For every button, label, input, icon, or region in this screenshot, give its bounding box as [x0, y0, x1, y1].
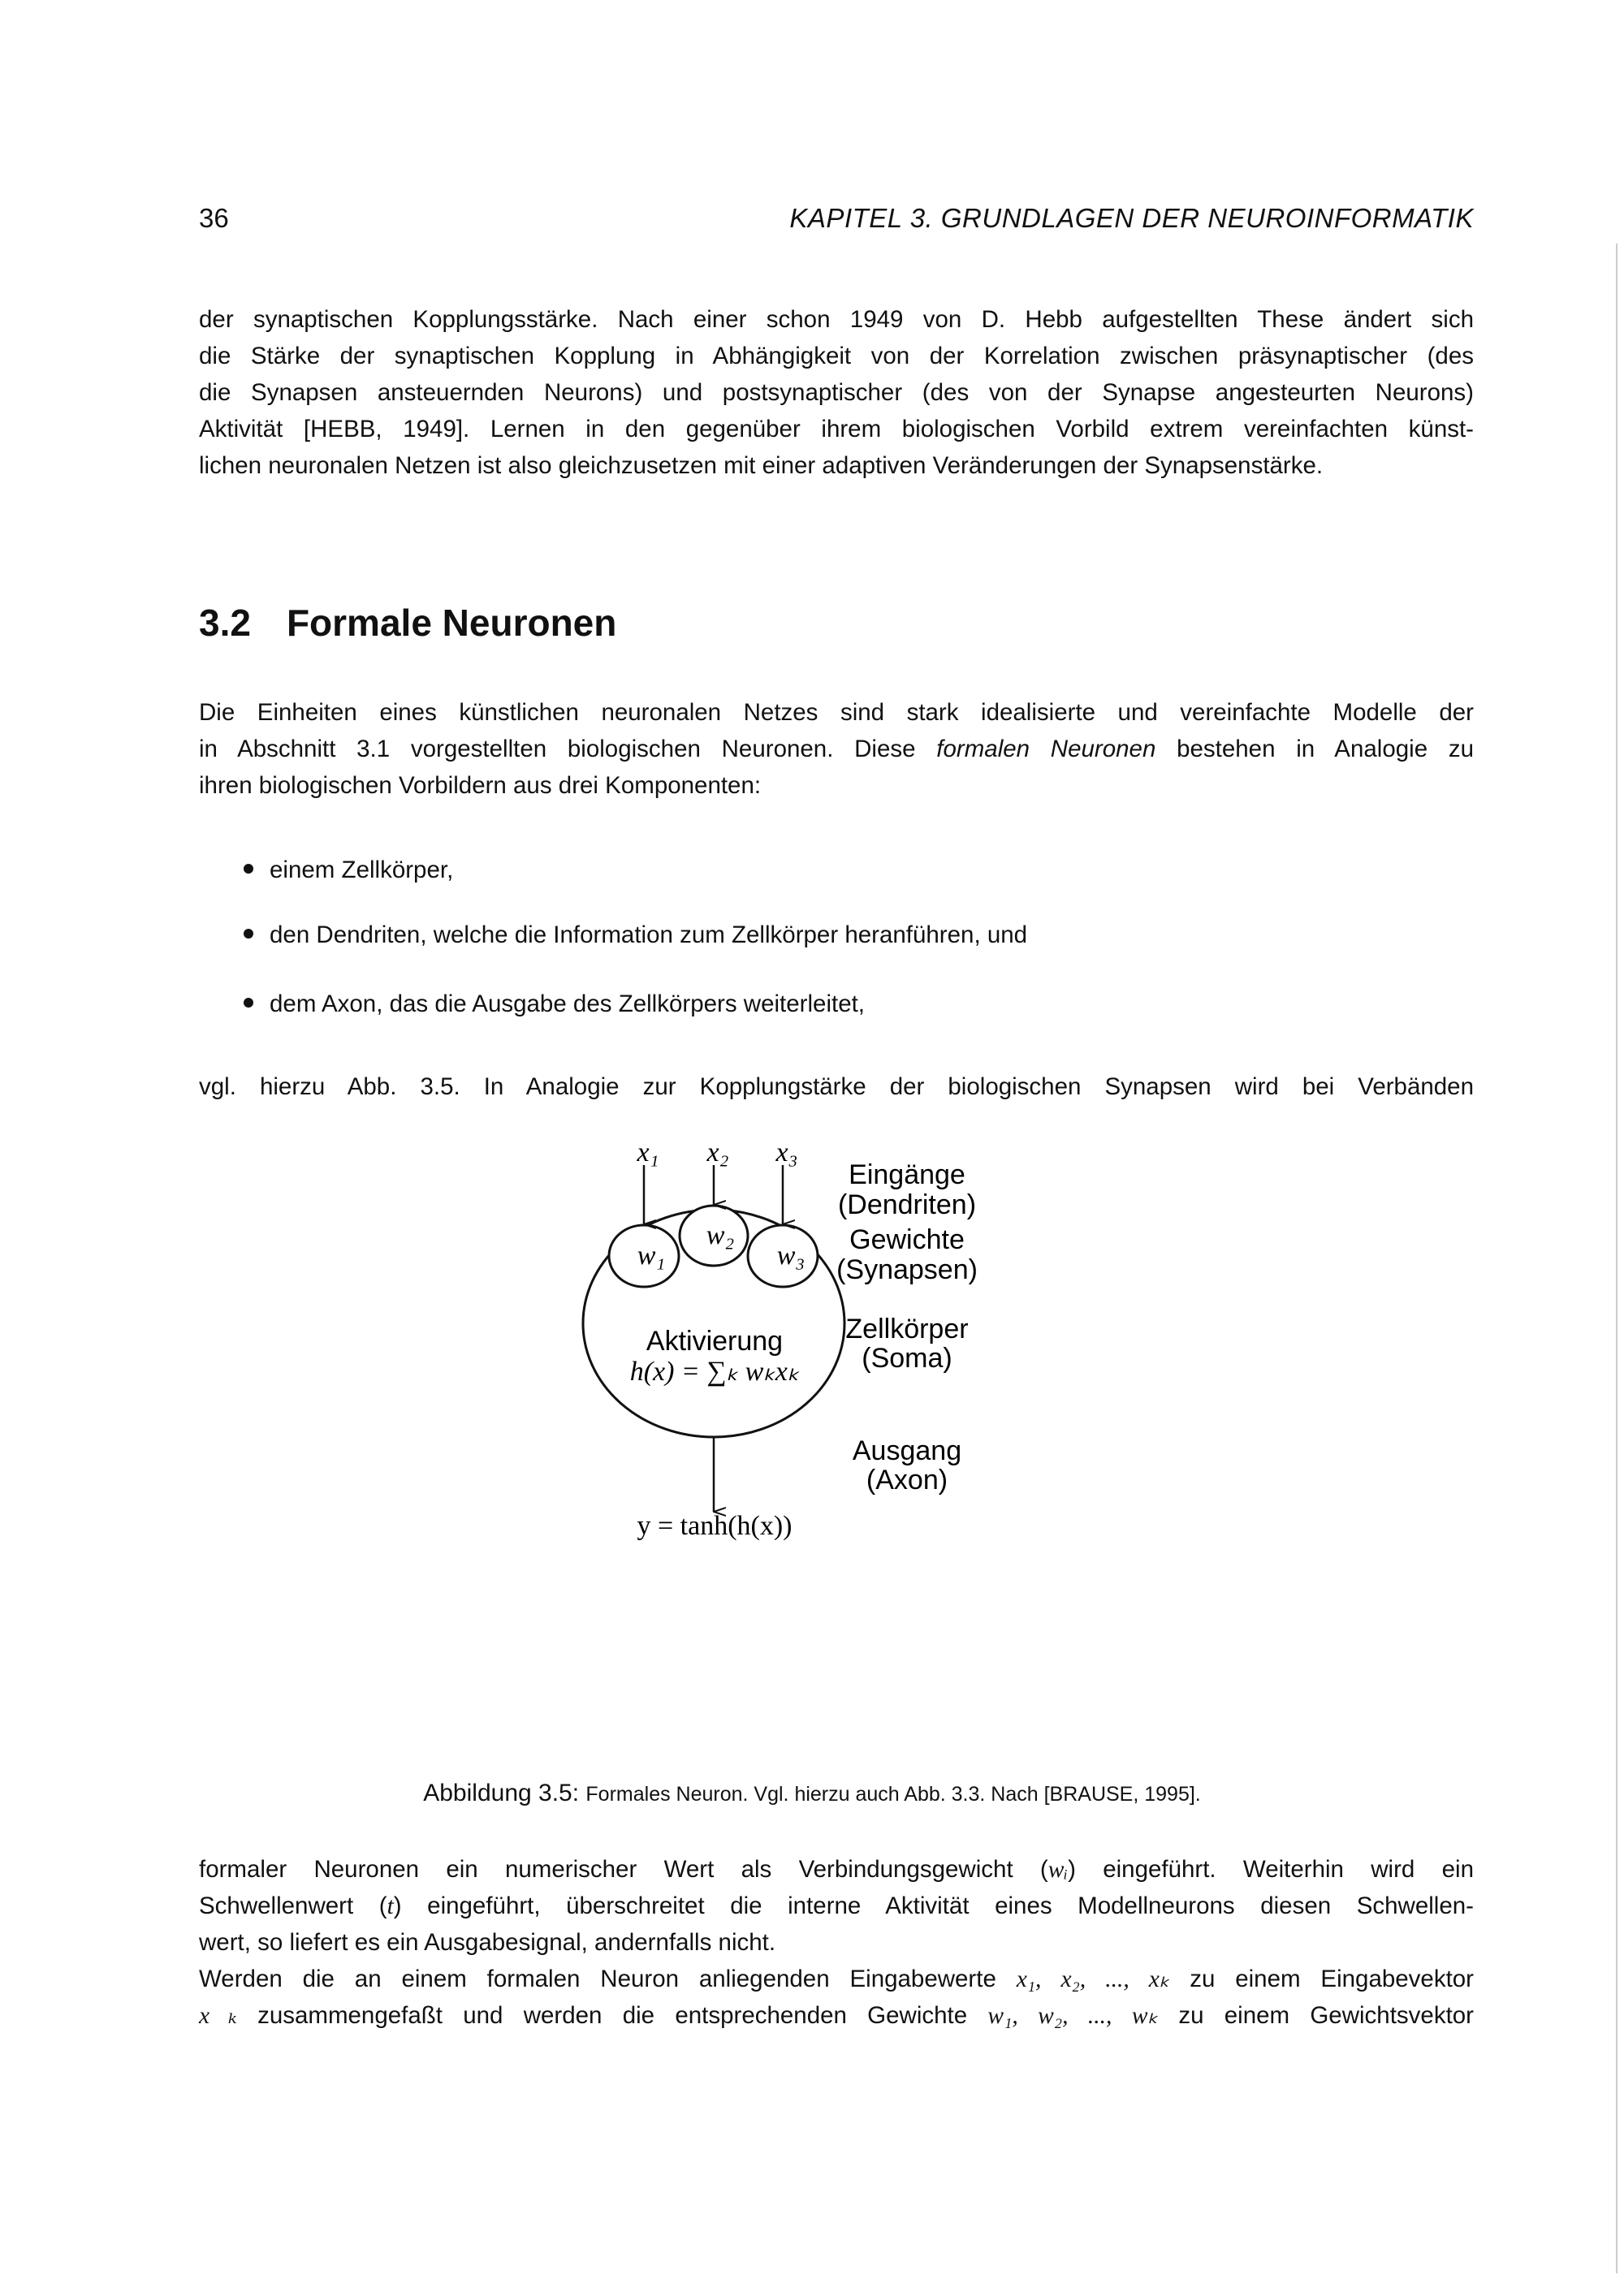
- text-segment: ihren biologischen Vorbildern aus drei Komponenten:: [199, 772, 762, 799]
- section-title: Formale Neuronen: [286, 602, 617, 644]
- text-segment: lichen neuronalen Netzen ist also gleichzusetzen mit einer adaptiven Veränderungen der Synapsenstärke.: [199, 452, 1324, 479]
- text-segment: Die Einheiten eines künstlichen neuronalen Netzes sind stark idealisierte und vereinfachte Modelle der: [199, 699, 1474, 726]
- weight-label-2: w₂: [706, 1220, 735, 1250]
- side-label-soma-sub: (Soma): [862, 1343, 952, 1374]
- side-label-weights-sub: (Synapsen): [836, 1254, 978, 1285]
- caption-text: Formales Neuron. Vgl. hierzu auch Abb. 3.3. Nach [BRAUSE, 1995].: [585, 1783, 1201, 1806]
- text-segment: formaler Neuronen ein numerischer Wert als Verbindungsgewicht (: [199, 1856, 1048, 1883]
- side-label-inputs: Eingänge: [849, 1159, 965, 1190]
- math-text: w₁, w₂, ..., wₖ: [987, 2003, 1159, 2029]
- caption-label: Abbildung 3.5:: [423, 1780, 580, 1806]
- bullet-text: dem Axon, das die Ausgabe des Zellkörpers weiterleitet,: [270, 990, 865, 1017]
- text-line: [199, 1924, 1474, 1961]
- text-segment: zu einem Eingabevektor: [1169, 1966, 1474, 1992]
- text-segment: vgl. hierzu Abb. 3.5. In Analogie zur Kopplungstärke der biologischen Synapsen wird bei Verbänden: [199, 1073, 1474, 1100]
- text-segment: der synaptischen Kopplungsstärke. Nach einer schon 1949 von D. Hebb aufgestellten These ändert sich: [199, 306, 1474, 333]
- running-head: KAPITEL 3. GRUNDLAGEN DER NEUROINFORMATIK: [789, 203, 1474, 233]
- text-segment: zu einem Gewichtsvektor: [1158, 2002, 1474, 2029]
- page-number: 36: [199, 203, 229, 233]
- math-text: t: [387, 1893, 394, 1919]
- text-segment: ) eingeführt. Weiterhin wird ein: [1068, 1856, 1474, 1883]
- text-segment: die Stärke der synaptischen Kopplung in Abhängigkeit von der Korrelation zwischen präsynaptischer (des: [199, 343, 1474, 369]
- weight-label-3: w₃: [776, 1241, 806, 1271]
- side-label-output: Ausgang: [852, 1435, 962, 1466]
- math-text: x⃗ₖ: [199, 2003, 237, 2029]
- figure-caption: [0, 1780, 1624, 1807]
- text-segment: zusammengefaßt und werden die entsprechenden Gewichte: [236, 2002, 988, 2029]
- text-segment: ) eingeführt, überschreitet die interne Aktivität eines Modellneurons diesen Schwellen-: [393, 1892, 1474, 1919]
- text-segment: wert, so liefert es ein Ausgabesignal, andernfalls nicht.: [199, 1929, 776, 1956]
- emphasis-text: formalen Neuronen: [936, 736, 1156, 762]
- text-line: [199, 1851, 1474, 1888]
- text-line: [199, 1888, 1474, 1924]
- section-number: 3.2: [199, 602, 251, 644]
- paragraph-weights: [199, 1851, 1474, 2034]
- activation-formula: h(x) = ∑ₖ wₖxₖ: [629, 1357, 800, 1387]
- input-label-2: x₂: [706, 1137, 729, 1167]
- math-text: x₁, x₂, ..., xₖ: [1016, 1966, 1170, 1992]
- input-label-1: x₁: [637, 1137, 659, 1167]
- side-label-output-sub: (Axon): [866, 1465, 948, 1495]
- input-label-3: x₃: [775, 1137, 798, 1167]
- side-label-soma: Zellkörper: [845, 1314, 969, 1344]
- output-formula: y = tanh(h(x)): [637, 1511, 793, 1541]
- bullet-text: einem Zellkörper,: [270, 857, 454, 883]
- side-label-inputs-sub: (Dendriten): [837, 1189, 977, 1220]
- weight-label-1: w₁: [637, 1241, 666, 1271]
- math-text: wᵢ: [1047, 1857, 1069, 1883]
- text-segment: Schwellenwert (: [199, 1892, 387, 1919]
- text-segment: die Synapsen ansteuernden Neurons) und postsynaptischer (des von der Synapse angesteurten Neurons): [199, 379, 1474, 406]
- bullet-text: den Dendriten, welche die Information zum Zellkörper heranführen, und: [270, 921, 1028, 948]
- text-segment: Aktivität [HEBB, 1949]. Lernen in den gegenüber ihrem biologischen Vorbild extrem vereinfachten künst-: [199, 416, 1474, 442]
- text-segment: Werden die an einem formalen Neuron anliegenden Eingabewerte: [199, 1966, 1017, 1992]
- text-line: [199, 1997, 1474, 2034]
- text-line: [199, 1961, 1474, 1997]
- text-segment: in Abschnitt 3.1 vorgestellten biologischen Neuronen. Diese: [199, 736, 937, 762]
- soma-label: Aktivierung: [646, 1326, 784, 1357]
- side-label-weights: Gewichte: [849, 1224, 965, 1255]
- text-segment: bestehen in Analogie zu: [1155, 736, 1474, 762]
